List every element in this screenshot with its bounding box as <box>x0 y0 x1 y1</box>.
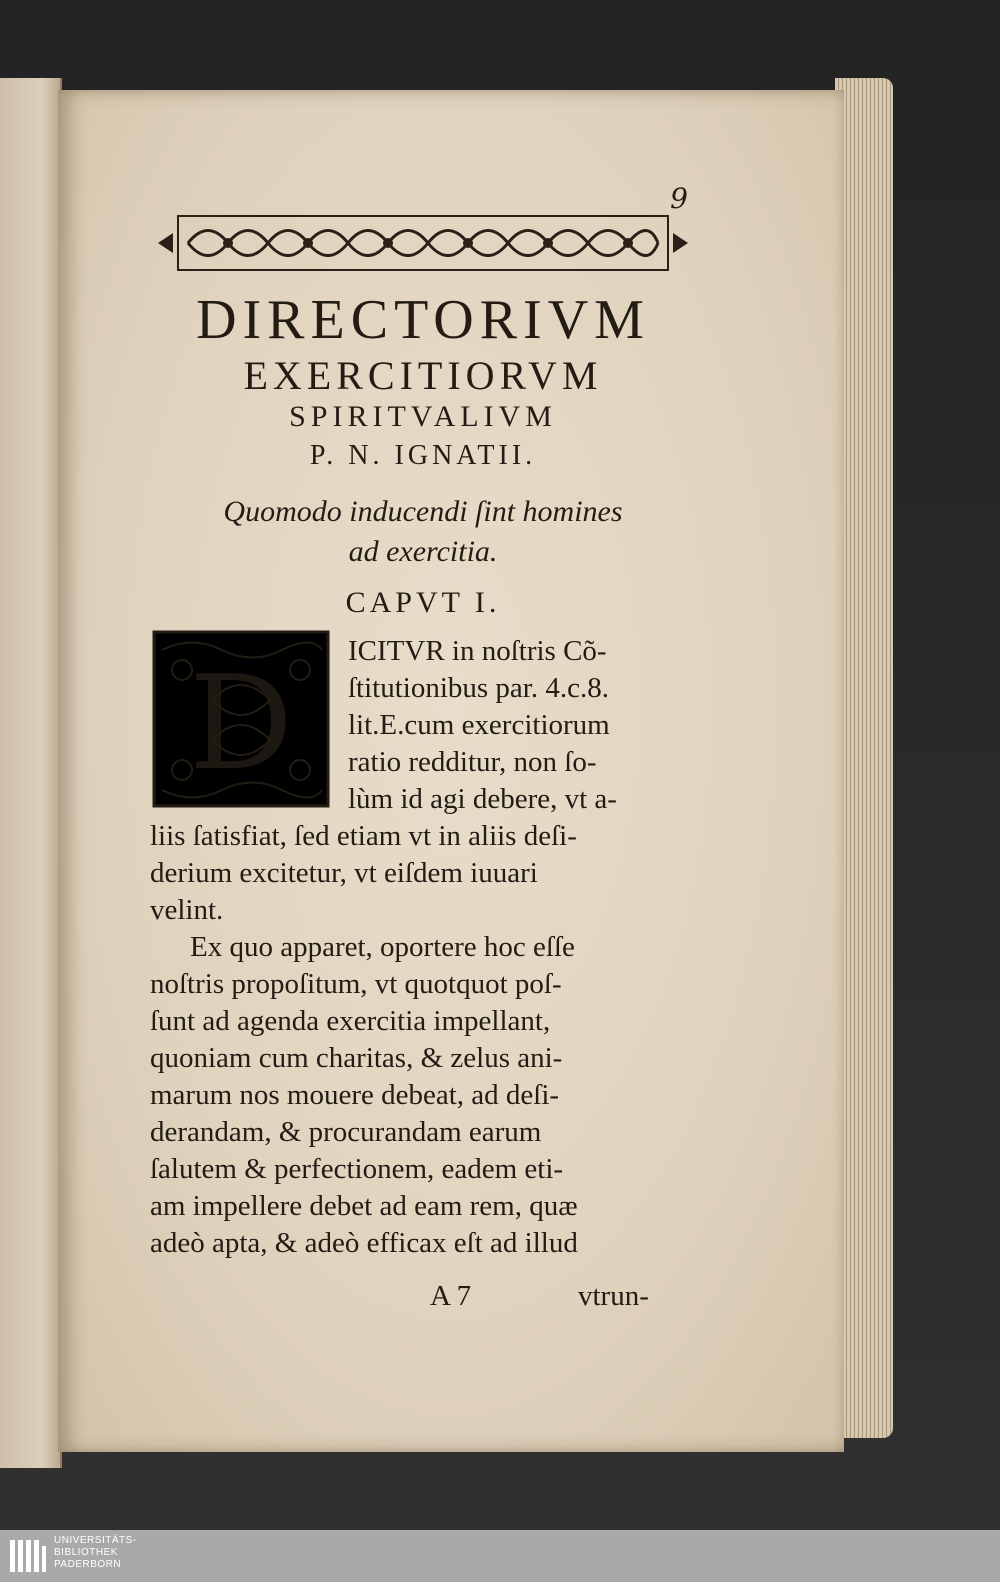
drop-cap-letter: D <box>188 647 294 799</box>
body-line-1: ICITVR in noſtris Cõ- <box>348 635 607 667</box>
body-line-15: ſalutem & perfectionem, eadem eti- <box>150 1153 564 1185</box>
body-line-7: derium excitetur, vt eiſdem iuuari <box>150 857 538 889</box>
signature-mark: A 7 <box>430 1280 472 1312</box>
title-line-1: DIRECTORIVM <box>196 289 650 351</box>
library-logo-icon <box>8 1536 48 1576</box>
subtitle-line-2: ad exercitia. <box>348 535 498 568</box>
body-line-5: lùm id agi debere, vt a- <box>348 783 617 815</box>
body-line-2: ſtitutionibus par. 4.c.8. <box>348 672 609 704</box>
body-line-3: lit.E.cum exercitiorum <box>348 709 610 741</box>
body-line-8: velint. <box>150 894 224 926</box>
body-line-12: quoniam cum charitas, & zelus ani- <box>150 1042 563 1074</box>
body-line-9: Ex quo apparet, oportere hoc eſſe <box>190 931 575 963</box>
body-line-13: marum nos mouere debeat, ad deſi- <box>150 1079 560 1111</box>
subtitle-line-1: Quomodo inducendi ſint homines <box>223 495 623 528</box>
body-line-17: adeò apta, & adeò efficax eſt ad illud <box>150 1227 578 1259</box>
body-line-14: derandam, & procurandam earum <box>150 1116 542 1148</box>
body-line-16: am impellere debet ad eam rem, quæ <box>150 1190 578 1222</box>
title-line-2: EXERCITIORVM <box>243 353 603 398</box>
body-line-6: liis ſatisfiat, ſed etiam vt in aliis deſi- <box>150 820 577 852</box>
logo-line-1: UNIVERSITÄTS- <box>54 1535 137 1546</box>
footer-bar <box>0 1530 1000 1582</box>
body-line-10: noſtris propoſitum, vt quotquot poſ- <box>150 968 562 1000</box>
book-page <box>58 90 844 1452</box>
body-line-11: ſunt ad agenda exercitia impellant, <box>150 1005 551 1037</box>
body-line-4: ratio redditur, non ſo- <box>348 746 597 778</box>
ornamental-header-band <box>158 208 688 278</box>
decorated-initial <box>152 630 330 808</box>
logo-line-3: PADERBORN <box>54 1559 122 1570</box>
facing-page-edge <box>0 78 62 1468</box>
title-line-4: P. N. IGNATII. <box>309 440 537 471</box>
title-line-3: SPIRITVALIVM <box>289 400 557 433</box>
chapter-heading: CAPVT I. <box>345 586 501 619</box>
logo-line-2: BIBLIOTHEK <box>54 1547 118 1558</box>
library-logo-text <box>54 1535 137 1571</box>
page-number: 9 <box>670 182 688 215</box>
subtitle <box>150 492 696 572</box>
catchword: vtrun- <box>578 1280 649 1312</box>
